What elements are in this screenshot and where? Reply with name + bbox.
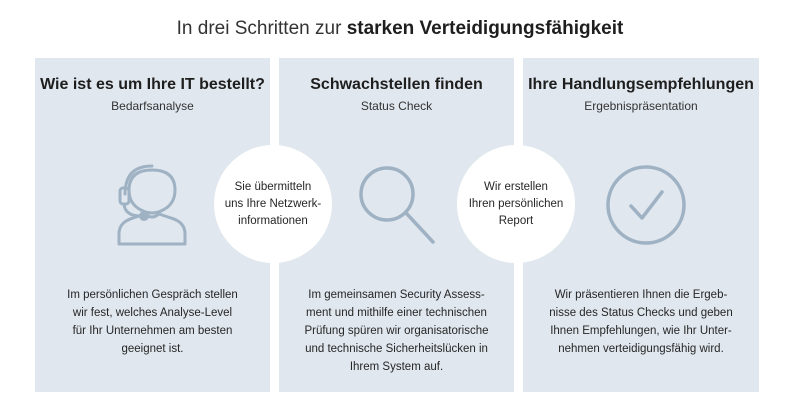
step-subheading: Bedarfsanalyse bbox=[111, 99, 194, 113]
step-description: Im persönlichen Gespräch stellen wir fest, welches Analyse-Level für Ihr Unternehmen am besten geeignet ist. bbox=[67, 289, 238, 355]
connector-text: Wir erstellen Ihren persönlichen Report bbox=[468, 180, 564, 227]
title-bold: starken Verteidigungsfähigkeit bbox=[346, 18, 624, 39]
headset-person-icon bbox=[107, 160, 197, 250]
title-regular: In drei Schritten zur bbox=[176, 18, 347, 39]
step-heading: Schwachstellen finden bbox=[310, 76, 483, 93]
connector-text: Sie übermitteln uns Ihre Netzwerk- informationen bbox=[224, 180, 322, 227]
step-subheading: Ergebnispräsentation bbox=[584, 99, 698, 113]
step-heading: Ihre Handlungsempfehlungen bbox=[528, 76, 754, 93]
step-subheading: Status Check bbox=[360, 99, 433, 113]
step-description: Wir präsentieren Ihnen die Ergeb- nisse des Status Checks und geben Ihnen Empfehlungen, wie Ihr Unter- nehmen verteidigungsfähig wird. bbox=[549, 289, 733, 355]
connector-bubble-report bbox=[457, 145, 575, 263]
step-heading: Wie ist es um Ihre IT bestellt? bbox=[40, 76, 265, 93]
diagram-title bbox=[0, 18, 800, 40]
magnifier-icon bbox=[351, 160, 441, 250]
checkmark-circle-icon bbox=[601, 160, 691, 250]
step-description: Im gemeinsamen Security Assess- ment und mithilfe einer technischen Prüfung spüren wir organisatorische und technische Sicherheitslücken in Ihrem System auf. bbox=[304, 289, 489, 373]
connector-bubble-network-info bbox=[214, 145, 332, 263]
